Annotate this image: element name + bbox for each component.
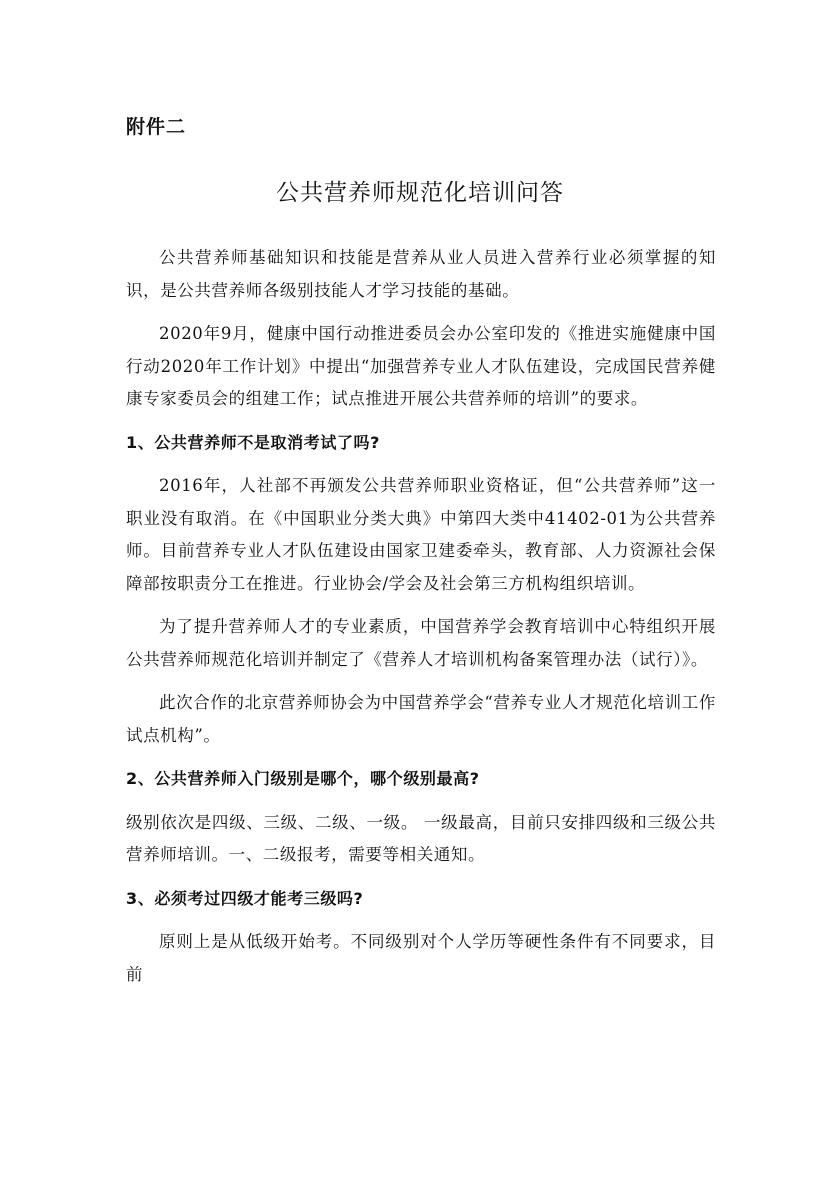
answer-3-paragraph-1: 原则上是从低级开始考。不同级别对个人学历等硬性条件有不同要求，目前 xyxy=(126,932,716,984)
question-2-heading: 2、公共营养师入门级别是哪个，哪个级别最高? xyxy=(126,769,480,788)
intro-paragraph-1: 公共营养师基础知识和技能是营养从业人员进入营养行业必须掌握的知识，是公共营养师各级别技能人才学习技能的基础。 xyxy=(126,248,716,300)
question-1-heading: 1、公共营养师不是取消考试了吗? xyxy=(126,432,381,452)
question-3-heading: 3、必须考过四级才能考三级吗? xyxy=(126,888,364,908)
answer-1-paragraph-2: 为了提升营养师人才的专业素质，中国营养学会教育培训中心特组织开展公共营养师规范化培训并制定了《营养人才培训机构备案管理办法（试行）》。 xyxy=(126,617,716,669)
answer-1-paragraph-3: 此次合作的北京营养师协会为中国营养学会“营养专业人才规范化培训工作试点机构”。 xyxy=(126,693,716,745)
document-body xyxy=(126,242,716,1002)
attachment-label: 附件二 xyxy=(126,116,187,138)
answer-2-paragraph: 级别依次是四级、三级、二级、一级。 一级最高，目前只安排四级和三级公共营养师培训。一、二级报考，需要等相关通知。 xyxy=(126,812,716,864)
intro-paragraph-2: 2020年9月，健康中国行动推进委员会办公室印发的《推进实施健康中国行动2020年工作计划》中提出“加强营养专业人才队伍建设，完成国民营养健康专家委员会的组建工作；试点推进开展公共营养师的培训”的要求。 xyxy=(126,324,716,408)
document-title: 公共营养师规范化培训问答 xyxy=(276,180,564,206)
answer-1-paragraph-1: 2016年，人社部不再颁发公共营养师职业资格证，但“公共营养师”这一职业没有取消。在《中国职业分类大典》中第四大类中41402-01为公共营养师。目前营养专业人才队伍建设由国家卫建委牵头，教育部、人力资源社会保障部按职责分工在推进。行业协会/学会及社会第三方机构组织培训。 xyxy=(126,476,716,593)
